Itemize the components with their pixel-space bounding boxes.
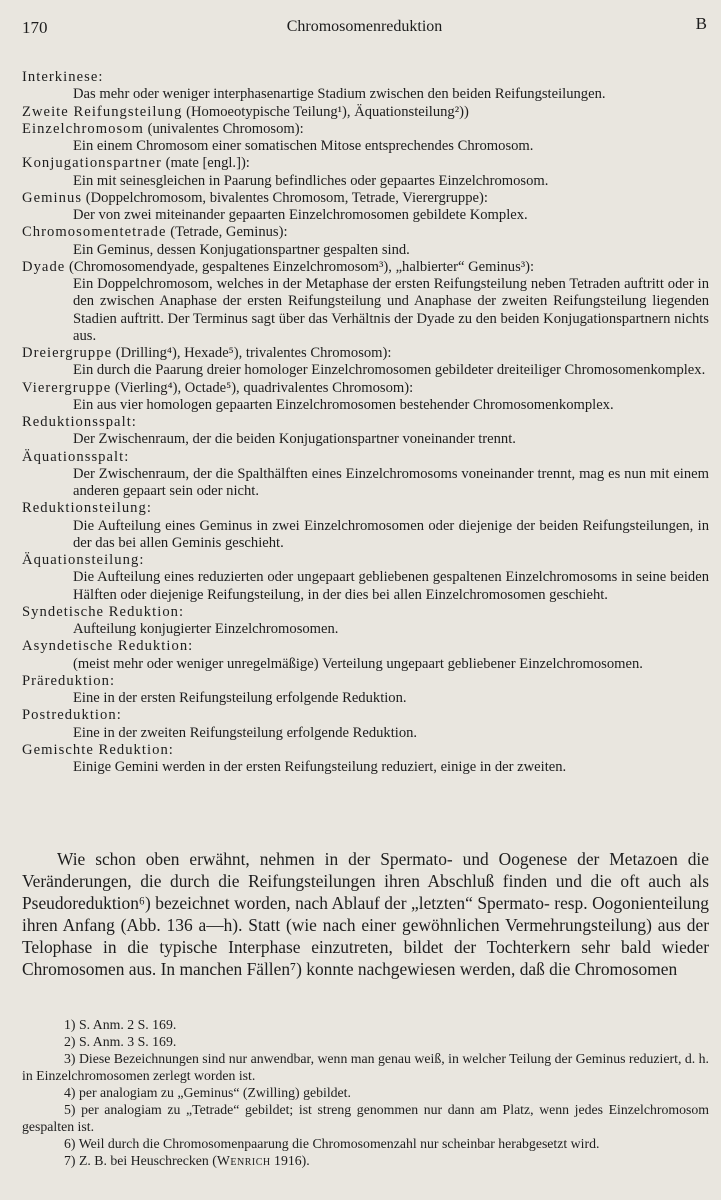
- glossary-term: Dreiergruppe: [22, 345, 113, 361]
- glossary-entry: [22, 224, 709, 259]
- glossary-entry: [22, 345, 709, 380]
- glossary-definition: Ein durch die Paarung dreier homologer Einzelchromosomen gebildeter dreiteiliger Chromosomenkomplex.: [73, 362, 706, 379]
- glossary-entry: [22, 552, 709, 604]
- footnote-text: 7) Z. B. bei Heuschrecken (: [64, 1153, 217, 1168]
- glossary-term-line: [22, 638, 709, 655]
- page-number: 170: [22, 18, 48, 37]
- glossary-term-line: [22, 345, 709, 362]
- glossary-synonyms: (Chromosomendyade, gespaltenes Einzelchromosom³), „halbierter“ Geminus³):: [69, 258, 535, 275]
- footnote: 2) S. Anm. 3 S. 169.: [64, 1034, 177, 1049]
- glossary-term: Asyndetische Reduktion:: [22, 638, 194, 655]
- glossary-definition: Die Aufteilung eines Geminus in zwei Einzelchromosomen oder diejenige der beiden Reifungsteilungen, in der das bei allen Geminis geschieht.: [73, 517, 709, 551]
- glossary-entry: [22, 155, 709, 190]
- page-header: [22, 14, 707, 42]
- glossary-term-line: [22, 500, 709, 517]
- glossary-synonyms: (univalentes Chromosom):: [147, 120, 304, 137]
- glossary-term: Zweite Reifungsteilung: [22, 103, 183, 120]
- footnote: 1) S. Anm. 2 S. 169.: [64, 1017, 177, 1032]
- glossary: [22, 69, 709, 776]
- glossary-term: Syndetische Reduktion:: [22, 603, 185, 620]
- glossary-definition: Ein aus vier homologen gepaarten Einzelchromosomen bestehender Chromosomenkomplex.: [73, 396, 614, 413]
- glossary-term-line: [22, 742, 709, 759]
- glossary-entry: [22, 190, 709, 225]
- glossary-term: Einzelchromosom: [22, 120, 144, 137]
- glossary-term: Konjugationspartner: [22, 155, 162, 172]
- glossary-definition: Ein Doppelchromosom, welches in der Metaphase der ersten Reifungsteilung neben Tetraden auftritt oder in den zwischen Anaphase der ersten Reifungsteilung und Anaphase der zweiten Reifungsteilung liegenden Stadien auftritt. Der Terminus sagt über das Verhältnis der Dyade zu den beiden Konjugationspartnern nichts aus.: [73, 276, 709, 344]
- section-letter: B: [695, 14, 707, 33]
- glossary-term-line: [22, 380, 709, 397]
- glossary-entry: [22, 414, 709, 449]
- glossary-definition: (meist mehr oder weniger unregelmäßige) Verteilung ungepaart gebliebener Einzelchromosomen.: [73, 655, 643, 672]
- glossary-definition: Der Zwischenraum, der die beiden Konjugationspartner voneinander trennt.: [73, 431, 516, 448]
- glossary-term: Reduktionsteilung:: [22, 500, 152, 517]
- footnote: 5) per analogiam zu „Tetrade“ gebildet; ist streng genommen nur dann am Platz, wenn jedes Einzelchromosom gespalten ist.: [22, 1102, 709, 1134]
- glossary-term: Gemischte Reduktion:: [22, 741, 174, 758]
- glossary-definition: Ein einem Chromosom einer somatischen Mitose entsprechendes Chromosom.: [73, 138, 534, 154]
- glossary-term-line: [22, 604, 709, 621]
- glossary-term-line: [22, 259, 709, 276]
- glossary-synonyms: (Drilling⁴), Hexade⁵), trivalentes Chromosom):: [115, 345, 392, 361]
- glossary-term: Postreduktion:: [22, 707, 122, 724]
- glossary-term: Reduktionsspalt:: [22, 414, 137, 430]
- glossary-entry: [22, 673, 709, 708]
- footnote: 4) per analogiam zu „Geminus“ (Zwilling) gebildet.: [64, 1085, 351, 1100]
- glossary-term-line: [22, 449, 709, 466]
- glossary-definition: Einige Gemini werden in der ersten Reifungsteilung reduziert, einige in der zweiten.: [73, 759, 567, 775]
- glossary-definition: Der Zwischenraum, der die Spalthälften eines Einzelchromosoms voneinander trennt, mag es nun mit einem anderen gepaart sein oder nicht.: [73, 465, 709, 499]
- glossary-definition: Eine in der ersten Reifungsteilung erfolgende Reduktion.: [73, 690, 407, 706]
- glossary-term-line: [22, 673, 709, 690]
- glossary-term-line: [22, 121, 709, 138]
- glossary-entry: [22, 259, 709, 345]
- glossary-definition: Ein Geminus, dessen Konjugationspartner gespalten sind.: [73, 241, 410, 258]
- glossary-definition: Die Aufteilung eines reduzierten oder ungepaart gebliebenen gespaltenen Einzelchromosoms in seine beiden Hälften oder diejenige Reifungsteilung, in der dies bei allen Einzelchromosomen geschieht.: [73, 569, 709, 603]
- glossary-definition: Der von zwei miteinander gepaarten Einzelchromosomen gebildete Komplex.: [73, 207, 528, 223]
- glossary-entry: [22, 380, 709, 415]
- glossary-entry: [22, 104, 709, 121]
- glossary-entry: [22, 742, 709, 777]
- glossary-definition: Aufteilung konjugierter Einzelchromosomen.: [73, 621, 339, 637]
- glossary-term-line: [22, 707, 709, 724]
- glossary-term: Dyade: [22, 258, 66, 275]
- glossary-entry: [22, 500, 709, 552]
- glossary-entry: [22, 604, 709, 639]
- glossary-definition: Eine in der zweiten Reifungsteilung erfolgende Reduktion.: [73, 724, 418, 741]
- glossary-definition: Das mehr oder weniger interphasenartige Stadium zwischen den beiden Reifungsteilungen.: [73, 86, 606, 103]
- glossary-term-line: [22, 104, 709, 121]
- body-paragraph: Wie schon oben erwähnt, nehmen in der Spermato- und Oogenese der Metazoen die Veränderungen, die durch die Reifungsteilungen ihren Abschluß finden und die oft auch als Pseudoreduktion⁶) bezeichnet worden, nach Ablauf der „letzten“ Spermato- resp. Oogonienteilung ihren Anfang (Abb. 136 a—h). Statt (wie nach einer gewöhnlichen Vermehrungsteilung) aus der Telophase in die typische Interphase einzutreten, bildet der Tochterkern sehr bald wieder Chromosomen aus. In manchen Fällen⁷) konnte nachgewiesen werden, daß die Chromosomen: [22, 849, 709, 979]
- footnote: [22, 1152, 709, 1169]
- glossary-entry: [22, 638, 709, 673]
- glossary-term-line: [22, 414, 709, 431]
- glossary-term: Äquationsspalt:: [22, 448, 130, 465]
- glossary-entry: [22, 707, 709, 742]
- glossary-synonyms: (mate [engl.]):: [165, 155, 250, 172]
- glossary-entry: [22, 121, 709, 156]
- glossary-term-line: [22, 155, 709, 172]
- footnotes: [22, 1016, 709, 1169]
- glossary-synonyms: (Vierling⁴), Octade⁵), quadrivalentes Chromosom):: [114, 379, 414, 396]
- glossary-entry: [22, 449, 709, 501]
- footnote-text: 1916).: [270, 1153, 310, 1168]
- glossary-term-line: [22, 224, 709, 241]
- glossary-term: Äquationsteilung:: [22, 552, 145, 568]
- glossary-term: Vierergruppe: [22, 379, 112, 396]
- glossary-definition: Ein mit seinesgleichen in Paarung befindliches oder gepaartes Einzelchromosom.: [73, 172, 549, 189]
- glossary-term-line: [22, 190, 709, 207]
- glossary-term-line: [22, 552, 709, 569]
- footnote: 6) Weil durch die Chromosomenpaarung die Chromosomenzahl nur scheinbar herabgesetzt wird.: [64, 1136, 600, 1151]
- running-title: Chromosomenreduktion: [286, 18, 443, 35]
- footnote: 3) Diese Bezeichnungen sind nur anwendbar, wenn man genau weiß, in welcher Teilung der Geminus reduziert, d. h. in Einzelchromosomen zerlegt worden ist.: [22, 1051, 709, 1083]
- glossary-synonyms: (Tetrade, Geminus):: [170, 224, 288, 241]
- author-name: Wenrich: [216, 1153, 271, 1168]
- glossary-term-line: [22, 69, 709, 86]
- glossary-synonyms: (Homoeotypische Teilung¹), Äquationsteilung²)): [186, 103, 469, 120]
- glossary-term: Chromosomentetrade: [22, 224, 167, 241]
- glossary-entry: [22, 69, 709, 104]
- glossary-synonyms: (Doppelchromosom, bivalentes Chromosom, Tetrade, Vierergruppe):: [85, 189, 488, 206]
- glossary-term: Interkinese:: [22, 69, 104, 85]
- glossary-term: Geminus: [22, 189, 83, 206]
- glossary-term: Präreduktion:: [22, 672, 116, 689]
